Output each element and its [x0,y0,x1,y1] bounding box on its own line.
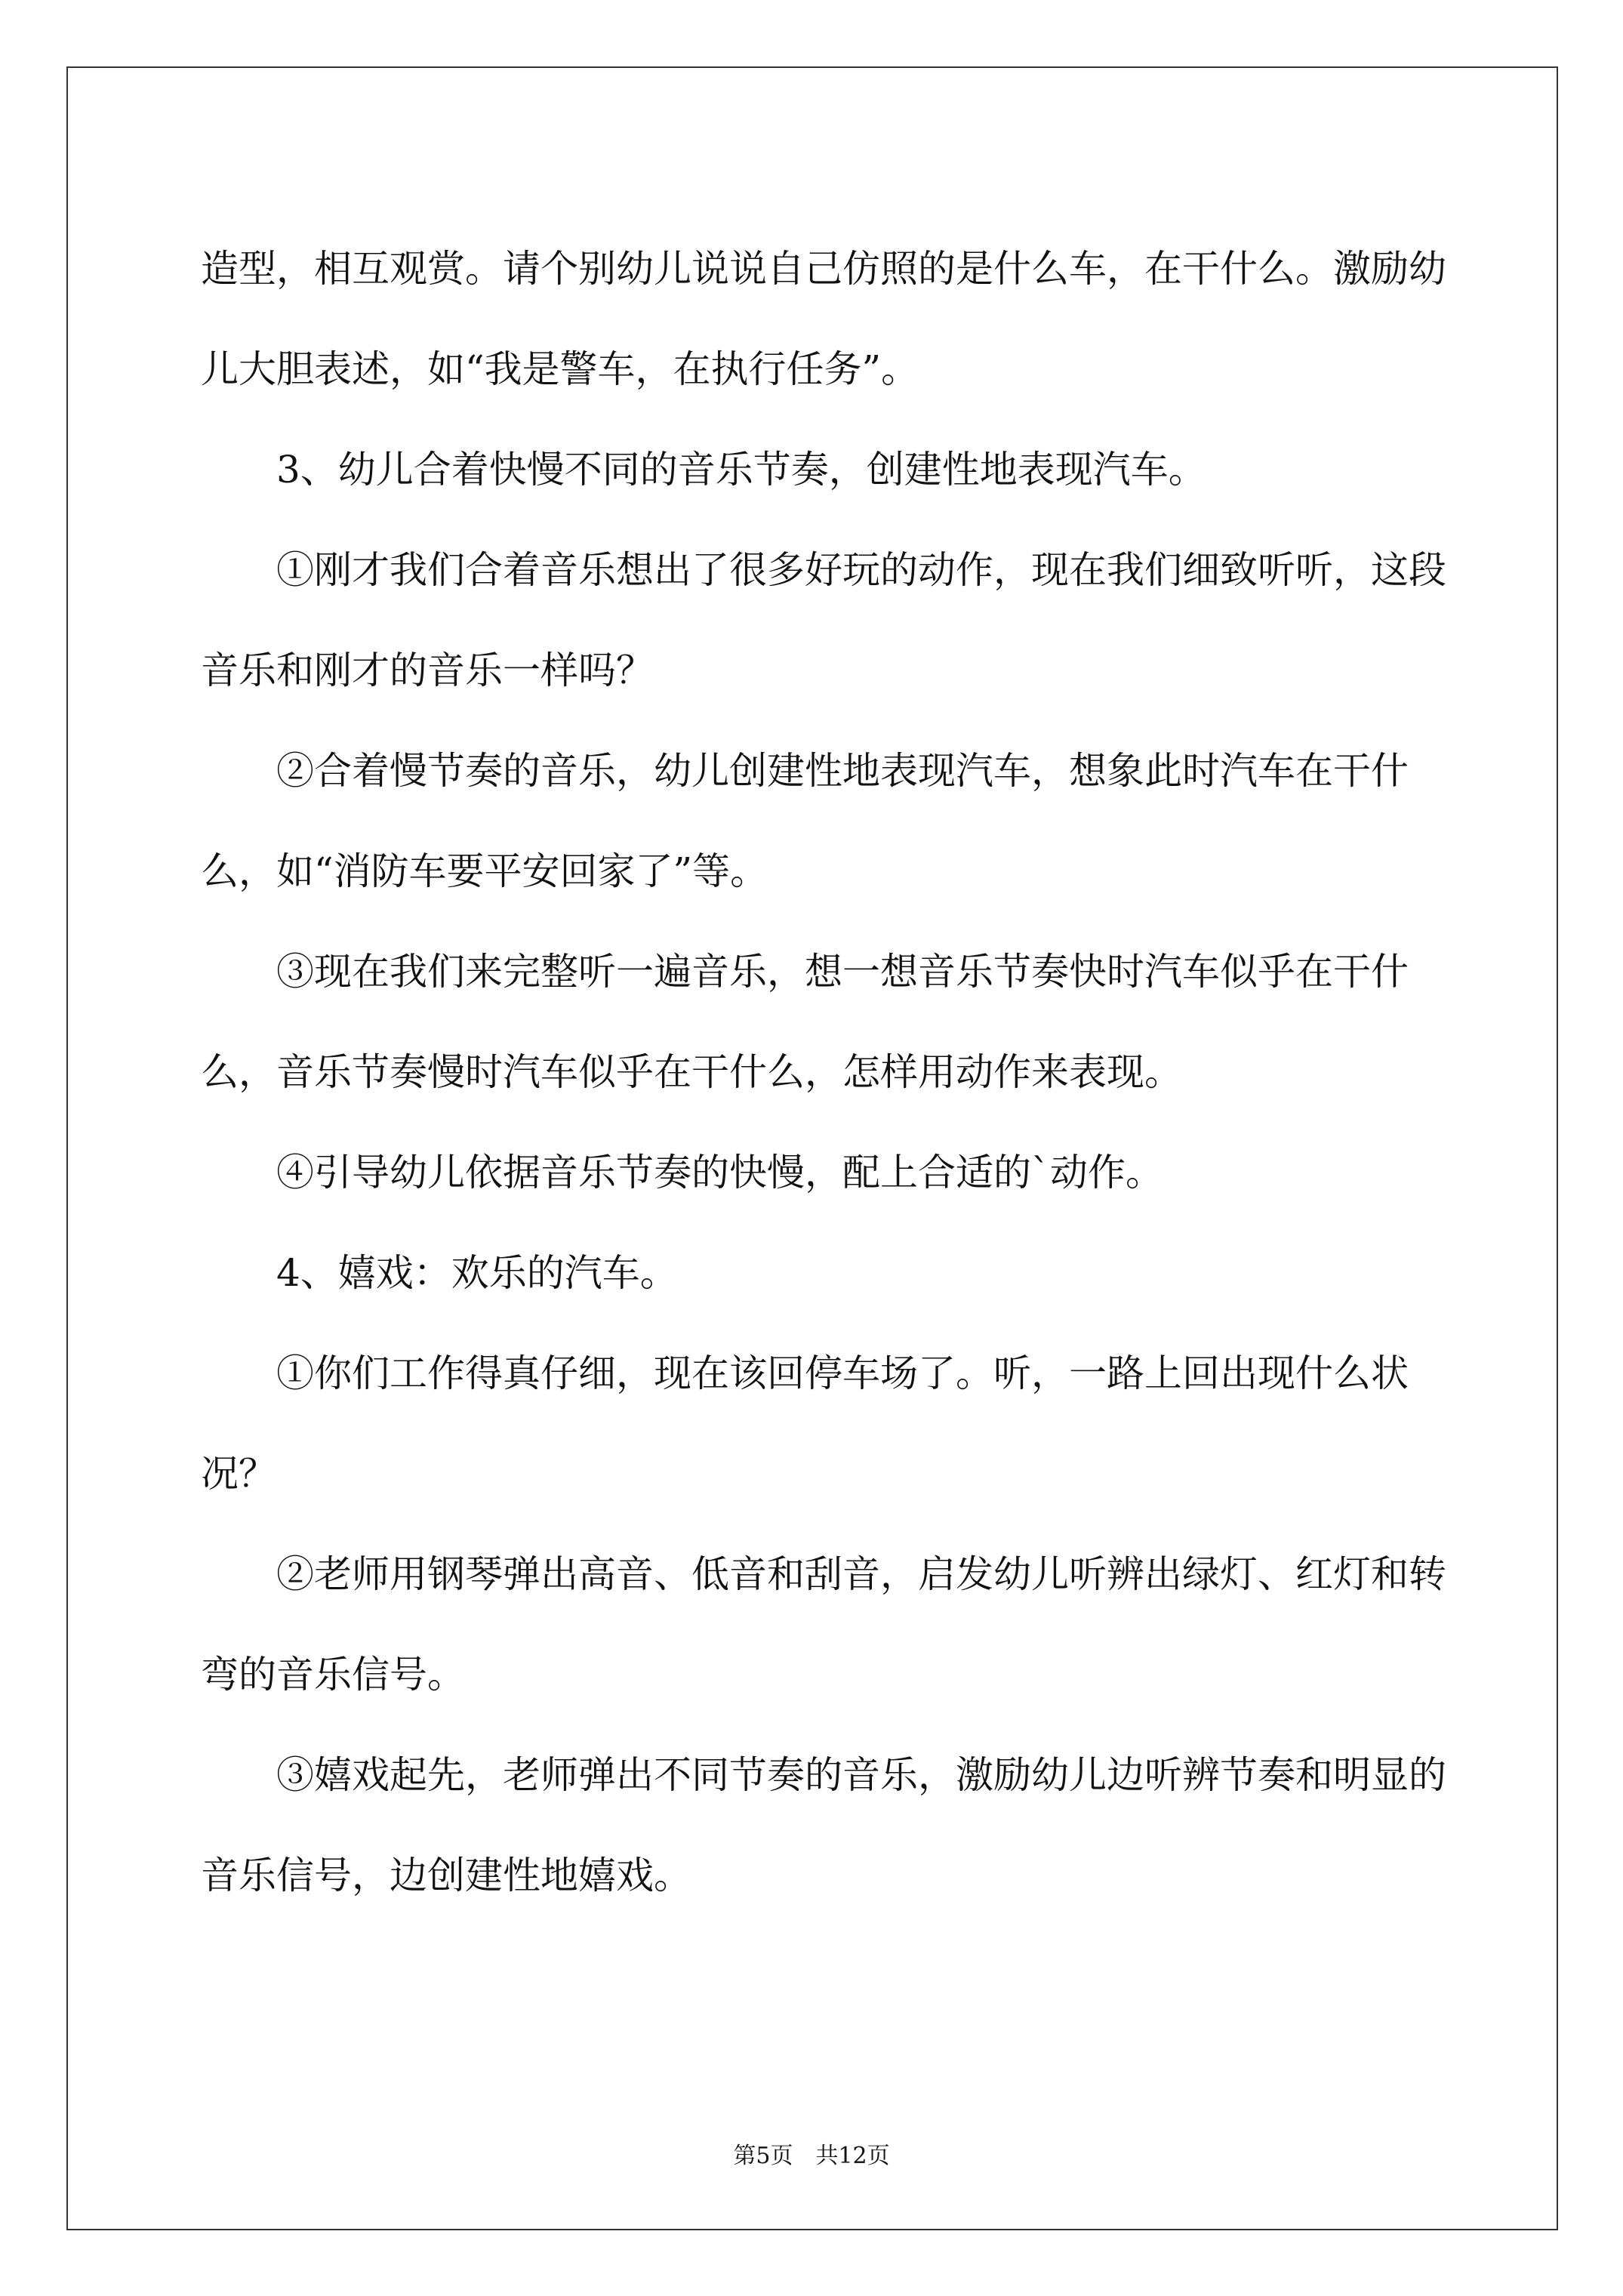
paragraph-6: ④引导幼儿依据音乐节奏的快慢，配上合适的`动作。 [276,1151,1163,1194]
paragraph-10: ③嬉戏起先，老师弹出不同节奏的音乐，激励幼儿边听辨节奏和明显的音乐信号，边创建性地嬉戏。 [201,1753,1446,1897]
paragraph-7: 4、嬉戏：欢乐的汽车。 [276,1251,678,1295]
paragraph-5: ③现在我们来完整听一遍音乐，想一想音乐节奏快时汽车似乎在干什么，音乐节奏慢时汽车似乎在干什么，怎样用动作来表现。 [201,950,1409,1094]
paragraph-1: 造型，相互观赏。请个别幼儿说说自己仿照的是什么车，在干什么。激励幼儿大胆表述，如“我是警车，在执行任务”。 [201,247,1446,391]
document-body [201,219,1446,1926]
paragraph-9: ②老师用钢琴弹出高音、低音和刮音，启发幼儿听辨出绿灯、红灯和转弯的音乐信号。 [201,1552,1446,1697]
paragraph-2: 3、幼儿合着快慢不同的音乐节奏，创建性地表现汽车。 [276,448,1206,492]
paragraph-4: ②合着慢节奏的音乐，幼儿创建性地表现汽车，想象此时汽车在干什么，如“消防车要平安回家了”等。 [201,749,1409,893]
paragraph-8: ①你们工作得真仔细，现在该回停车场了。听，一路上回出现什么状况？ [201,1351,1409,1496]
page-number: 第5页 [733,2143,793,2169]
page-footer [0,2141,1623,2171]
page-total: 共12页 [815,2143,890,2169]
paragraph-3: ①刚才我们合着音乐想出了很多好玩的动作，现在我们细致听听，这段音乐和刚才的音乐一样吗？ [201,548,1446,692]
